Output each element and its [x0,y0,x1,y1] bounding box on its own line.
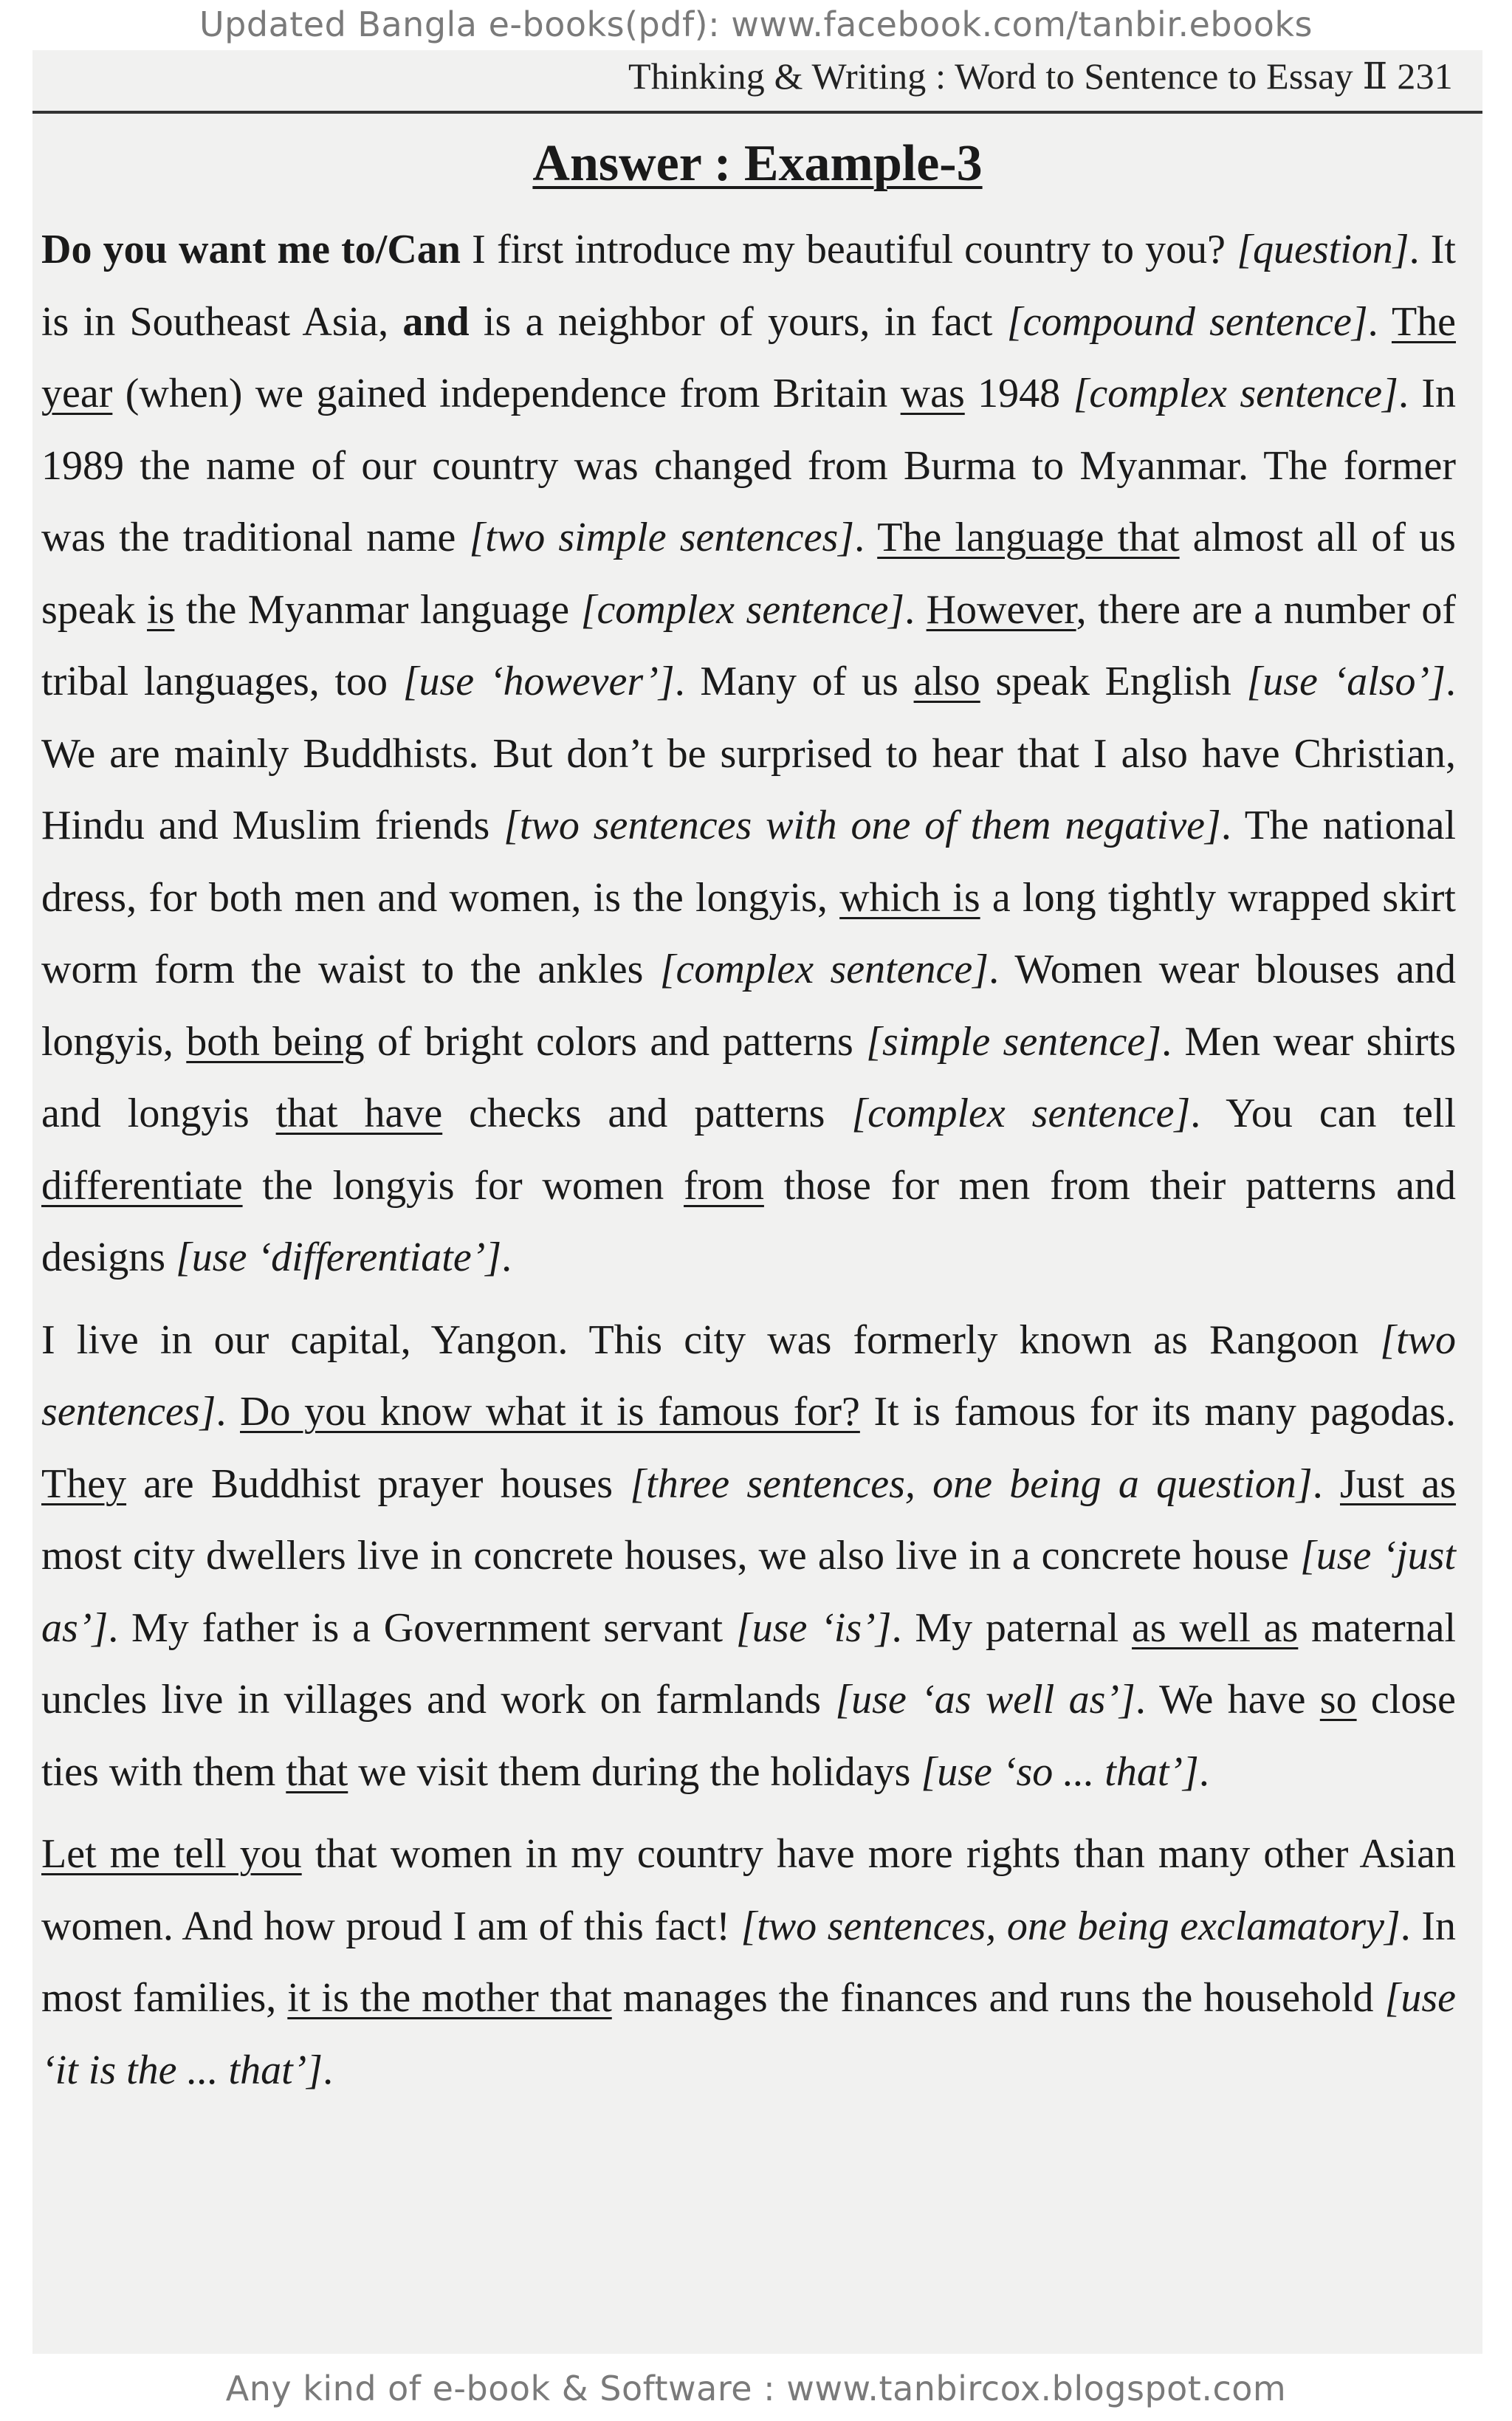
bracket-note: [use ‘however’] [402,659,675,704]
text-run: . [216,1389,241,1435]
text-run: . We have [1135,1677,1320,1723]
text-run: I live in our capital, Yangon. This city was formerly known as Rangoon [41,1316,1381,1363]
running-head: Thinking & Writing : Word to Sentence to Essay Ⅱ 231 [628,55,1453,97]
text-run: . My paternal [891,1604,1133,1651]
bracket-note: [use ‘just as’] [41,1533,1456,1651]
bracket-note: [two sentences, one being exclamatory] [740,1903,1401,1949]
underlined-phrase: Do you know what it is famous for? [240,1389,860,1435]
bracket-note: [two sentences] [41,1316,1456,1435]
underlined-phrase: which is [839,874,980,921]
text-run: . Many of us [674,659,914,704]
text-run: those for men from their patterns and designs [41,1162,1456,1280]
text-run: . In 1989 the name of our country was changed from Burma to Myanmar. The former was the traditional name [41,371,1457,560]
bracket-note: [complex sentence] [851,1091,1191,1136]
watermark-bottom: Any kind of e-book & Software : www.tanbircox.blogspot.com [225,2369,1287,2408]
text-run: . [323,2047,334,2093]
paragraph [41,214,1456,1294]
text-run: . [1198,1748,1209,1795]
underlined-phrase: as well as [1132,1604,1299,1651]
underlined-phrase: it is the mother that [287,1975,612,2021]
text-run: . The national dress, for both men and women, is the longyis, [41,803,1457,921]
bracket-note: [compound sentence] [1006,298,1368,345]
watermark-top: Updated Bangla e-books(pdf): www.facebook.com/tanbir.ebooks [199,4,1313,44]
bracket-note: [complex sentence] [580,586,905,633]
book-page [32,50,1482,2354]
text-run: (when) we gained independence from Britain [112,371,901,416]
underlined-phrase: that have [275,1091,443,1136]
bracket-note: [use ‘so ... that’] [921,1748,1199,1795]
bold-phrase: Do you want me to/Can [41,227,461,272]
text-run: . [501,1234,512,1280]
text-run: speak English [980,659,1247,704]
text-run: a long tightly wrapped skirt worm form the waist to the ankles [41,874,1456,992]
answer-body [41,214,1456,2106]
underlined-phrase: is [147,586,175,633]
text-run: the Myanmar language [174,586,581,633]
bracket-note: [two simple sentences] [469,515,855,560]
underlined-phrase: that [286,1748,348,1795]
underlined-phrase: However [926,586,1076,633]
bracket-note: [two sentences with one of them negative] [504,803,1221,848]
paragraph [41,1305,1456,1809]
underlined-phrase: so [1319,1677,1357,1723]
bracket-note: [simple sentence] [866,1018,1162,1065]
bracket-note: [use ‘is’] [735,1604,892,1651]
text-run: . It is in Southeast Asia, [41,227,1456,345]
text-run: checks and patterns [442,1091,852,1136]
text-run: It is famous for its many pagodas. [859,1389,1457,1435]
text-run: . You can tell [1190,1091,1457,1136]
text-run: most city dwellers live in concrete houses, we also live in a concrete house [41,1533,1300,1579]
page-title: Answer : Example-3 [532,135,983,192]
text-run: we visit them during the holidays [348,1748,921,1795]
text-run: , there are a number of tribal languages, too [41,586,1456,704]
text-run: . Women wear blouses and longyis, [41,947,1456,1065]
text-run: the longyis for women [242,1162,684,1209]
underlined-phrase: They [41,1460,127,1507]
text-run: maternal uncles live in villages and work on farmlands [41,1604,1456,1723]
underlined-phrase: The language that [877,515,1180,560]
underlined-phrase: both being [186,1018,365,1065]
text-run: . [1312,1460,1340,1507]
text-run: are Buddhist prayer houses [126,1460,630,1507]
text-run: close ties with them [41,1677,1456,1795]
text-run: . [854,515,878,560]
text-run: I first introduce my beautiful country to you? [460,227,1237,272]
bracket-note: [use ‘as well as’] [835,1677,1135,1723]
paragraph [41,1819,1456,2106]
underlined-phrase: from [684,1162,764,1209]
underlined-phrase: also [913,659,980,704]
header-rule [32,111,1482,114]
bracket-note: [complex sentence] [1073,371,1398,416]
bracket-note: [complex sentence] [659,947,989,992]
underlined-phrase: Just as [1339,1460,1457,1507]
text-run: almost all of us speak [41,515,1456,633]
text-run: . Men wear shirts and longyis [41,1018,1456,1136]
text-run: . We are mainly Buddhists. But don’t be surprised to hear that I also have Christian, Hindu and Muslim friends [41,659,1457,848]
text-run: 1948 [964,371,1073,416]
text-run: . My father is a Government servant [108,1604,736,1651]
text-run: manages the finances and runs the household [611,1975,1385,2021]
underlined-phrase: The year [41,298,1457,416]
bracket-note: [question] [1237,227,1409,272]
text-run: . [904,586,927,633]
text-run: . [1367,298,1392,345]
underlined-phrase: Let me tell you [41,1831,302,1877]
text-run: is a neighbor of yours, in fact [469,298,1007,345]
text-run: of bright colors and patterns [364,1018,867,1065]
text-run: . In most families, [41,1903,1456,2021]
underlined-phrase: was [900,371,965,416]
text-run: that women in my country have more rights than many other Asian women. And how proud I am of this fact! [41,1831,1456,1949]
underlined-phrase: differentiate [41,1162,243,1209]
bracket-note: [use ‘it is the ... that’] [41,1975,1456,2093]
bold-phrase: and [402,298,470,345]
bracket-note: [three sentences, one being a question] [630,1460,1313,1507]
bracket-note: [use ‘also’] [1246,659,1446,704]
bracket-note: [use ‘differentiate’] [176,1234,502,1280]
